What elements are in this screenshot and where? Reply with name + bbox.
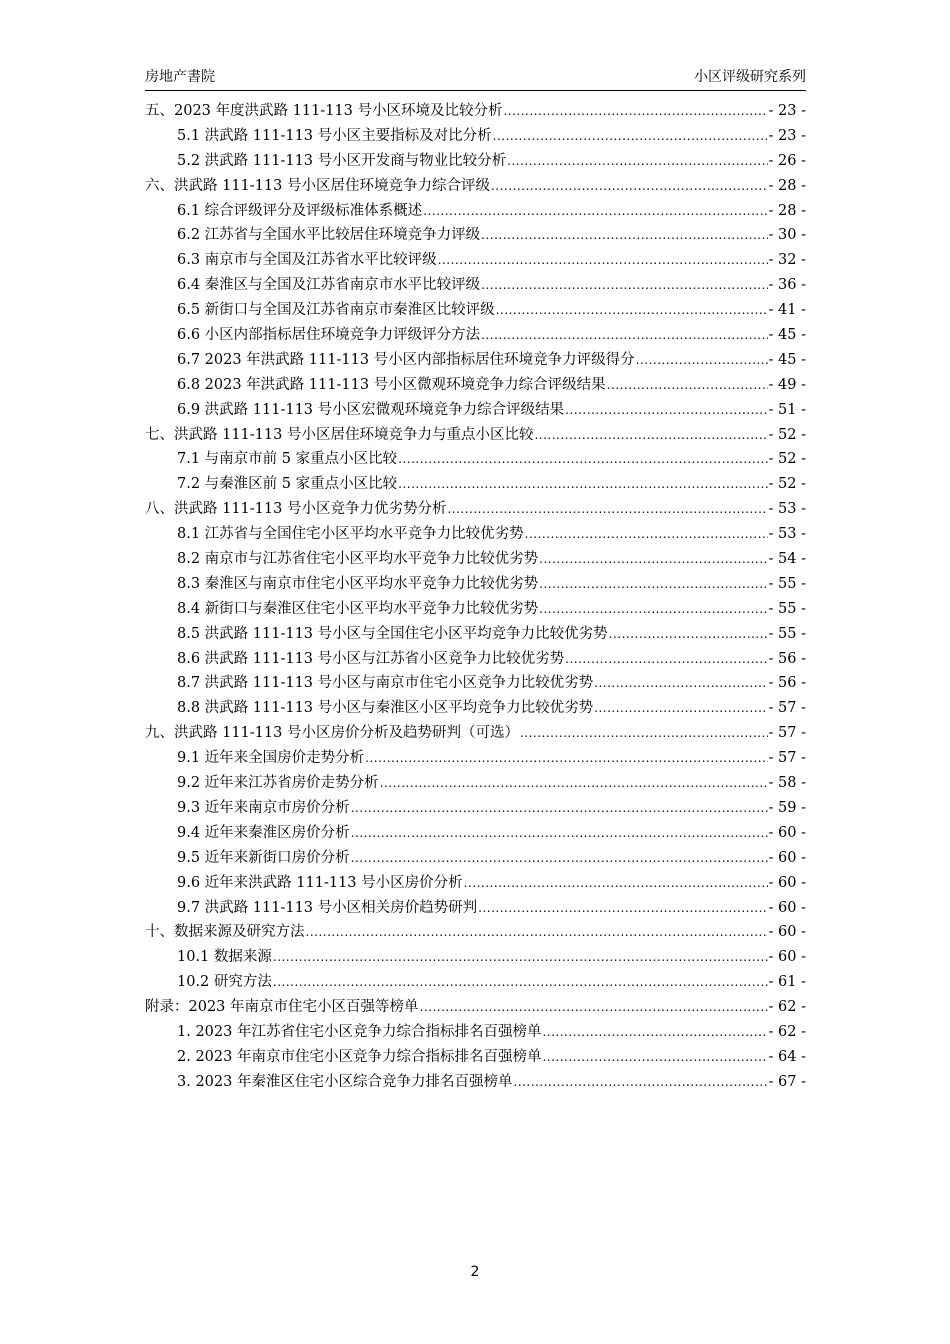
toc-entry-title: 9.2 近年来江苏省房价走势分析 [177, 775, 379, 792]
toc-entry-page: - 26 - [768, 152, 806, 169]
toc-entry-page: - 59 - [768, 799, 806, 816]
toc-entry-title: 六、洪武路 111-113 号小区居住环境竞争力综合评级 [145, 177, 490, 194]
toc-section-entry[interactable] [145, 373, 806, 398]
header-publisher: 房地产書院 [145, 69, 215, 85]
toc-dot-leader [513, 1070, 767, 1095]
toc-entry-title: 十、数据来源及研究方法 [145, 924, 305, 941]
toc-entry-title: 附录：2023 年南京市住宅小区百强等榜单 [145, 999, 419, 1016]
toc-section-entry[interactable] [145, 696, 806, 721]
toc-dot-leader [306, 920, 768, 945]
toc-section-entry[interactable] [145, 273, 806, 298]
toc-entry-page: - 57 - [768, 700, 806, 717]
toc-entry-title: 8.6 洪武路 111-113 号小区与江苏省小区竞争力比较优劣势 [177, 650, 565, 667]
toc-entry-title: 九、洪武路 111-113 号小区房价分析及趋势研判（可选） [145, 725, 519, 742]
toc-section-entry[interactable] [145, 547, 806, 572]
toc-entry-page: - 30 - [768, 227, 806, 244]
toc-dot-leader [491, 174, 768, 199]
toc-section-entry[interactable] [145, 1020, 806, 1045]
toc-section-entry[interactable] [145, 223, 806, 248]
toc-section-entry[interactable] [145, 945, 806, 970]
toc-entry-page: - 32 - [768, 252, 806, 269]
toc-dot-leader [481, 223, 767, 248]
header-series-title: 小区评级研究系列 [694, 69, 806, 85]
toc-entry-page: - 52 - [768, 476, 806, 493]
toc-entry-page: - 55 - [768, 575, 806, 592]
toc-entry-page: - 55 - [768, 625, 806, 642]
toc-entry-page: - 53 - [768, 501, 806, 518]
toc-chapter-entry[interactable] [145, 99, 806, 124]
toc-dot-leader [534, 423, 767, 448]
table-of-contents [145, 99, 806, 1095]
toc-dot-leader [398, 447, 767, 472]
toc-dot-leader [420, 995, 768, 1020]
toc-dot-leader [539, 597, 767, 622]
toc-entry-title: 9.5 近年来新街口房价分析 [177, 849, 350, 866]
toc-entry-title: 6.4 秦淮区与全国及江苏省南京市水平比较评级 [177, 277, 481, 294]
toc-entry-page: - 61 - [768, 974, 806, 991]
toc-entry-page: - 60 - [768, 899, 806, 916]
toc-entry-page: - 23 - [768, 103, 806, 119]
toc-entry-title: 2. 2023 年南京市住宅小区竞争力综合指标排名百强榜单 [177, 1048, 542, 1065]
toc-section-entry[interactable] [145, 298, 806, 323]
toc-entry-page: - 28 - [768, 177, 806, 194]
toc-entry-page: - 51 - [768, 401, 806, 418]
toc-entry-title: 9.7 洪武路 111-113 号小区相关房价趋势研判 [177, 899, 478, 916]
toc-dot-leader [423, 199, 767, 224]
toc-entry-page: - 56 - [768, 650, 806, 667]
toc-dot-leader [503, 99, 767, 124]
toc-entry-title: 10.1 数据来源 [177, 949, 272, 966]
toc-dot-leader [594, 696, 767, 721]
toc-section-entry[interactable] [145, 1070, 806, 1095]
toc-section-entry[interactable] [145, 447, 806, 472]
header-divider [145, 90, 806, 91]
toc-entry-title: 1. 2023 年江苏省住宅小区竞争力综合指标排名百强榜单 [177, 1023, 542, 1040]
toc-section-entry[interactable] [145, 124, 806, 149]
toc-entry-page: - 36 - [768, 277, 806, 294]
toc-entry-title: 8.7 洪武路 111-113 号小区与南京市住宅小区竞争力比较优劣势 [177, 675, 594, 692]
toc-section-entry[interactable] [145, 199, 806, 224]
toc-dot-leader [565, 398, 767, 423]
toc-dot-leader [636, 348, 768, 373]
toc-entry-title: 8.4 新街口与秦淮区住宅小区平均水平竞争力比较优劣势 [177, 600, 539, 617]
toc-dot-leader [464, 871, 768, 896]
toc-entry-title: 8.3 秦淮区与南京市住宅小区平均水平竞争力比较优劣势 [177, 575, 539, 592]
toc-entry-title: 6.5 新街口与全国及江苏省南京市秦淮区比较评级 [177, 302, 495, 319]
toc-entry-page: - 62 - [768, 999, 806, 1016]
toc-entry-title: 6.2 江苏省与全国水平比较居住环境竞争力评级 [177, 227, 481, 244]
toc-entry-page: - 67 - [768, 1073, 806, 1090]
toc-entry-title: 6.6 小区内部指标居住环境竞争力评级评分方法 [177, 327, 481, 344]
toc-dot-leader [481, 273, 767, 298]
toc-entry-title: 8.1 江苏省与全国住宅小区平均水平竞争力比较优劣势 [177, 526, 524, 543]
toc-chapter-entry[interactable] [145, 920, 806, 945]
toc-dot-leader [525, 522, 768, 547]
toc-section-entry[interactable] [145, 622, 806, 647]
toc-dot-leader [380, 771, 768, 796]
toc-dot-leader [365, 746, 767, 771]
toc-entry-page: - 54 - [768, 551, 806, 568]
toc-dot-leader [493, 124, 768, 149]
toc-entry-page: - 23 - [768, 127, 806, 144]
toc-entry-page: - 45 - [768, 351, 806, 368]
toc-chapter-entry[interactable] [145, 995, 806, 1020]
toc-section-entry[interactable] [145, 871, 806, 896]
toc-entry-page: - 52 - [768, 451, 806, 468]
toc-section-entry[interactable] [145, 348, 806, 373]
toc-section-entry[interactable] [145, 671, 806, 696]
toc-entry-title: 9.4 近年来秦淮区房价分析 [177, 824, 350, 841]
toc-entry-page: - 45 - [768, 327, 806, 344]
toc-section-entry[interactable] [145, 821, 806, 846]
toc-entry-page: - 60 - [768, 949, 806, 966]
toc-dot-leader [542, 1020, 767, 1045]
toc-section-entry[interactable] [145, 746, 806, 771]
toc-section-entry[interactable] [145, 149, 806, 174]
toc-entry-title: 5.2 洪武路 111-113 号小区开发商与物业比较分析 [177, 152, 507, 169]
toc-entry-title: 9.3 近年来南京市房价分析 [177, 799, 350, 816]
toc-dot-leader [539, 547, 767, 572]
toc-entry-page: - 55 - [768, 600, 806, 617]
toc-dot-leader [542, 1045, 767, 1070]
toc-entry-title: 5.1 洪武路 111-113 号小区主要指标及对比分析 [177, 127, 492, 144]
toc-entry-page: - 60 - [768, 874, 806, 891]
toc-entry-title: 6.7 2023 年洪武路 111-113 号小区内部指标居住环境竞争力评级得分 [177, 351, 635, 368]
toc-entry-title: 7.1 与南京市前 5 家重点小区比较 [177, 451, 398, 468]
toc-entry-title: 五、2023 年度洪武路 111-113 号小区环境及比较分析 [145, 103, 503, 119]
toc-entry-page: - 28 - [768, 202, 806, 219]
toc-entry-page: - 58 - [768, 775, 806, 792]
toc-entry-title: 9.1 近年来全国房价走势分析 [177, 750, 365, 767]
toc-entry-page: - 41 - [768, 302, 806, 319]
toc-entry-page: - 52 - [768, 426, 806, 443]
toc-entry-title: 八、洪武路 111-113 号小区竞争力优劣势分析 [145, 501, 447, 518]
toc-dot-leader [520, 721, 768, 746]
toc-dot-leader [609, 622, 768, 647]
toc-section-entry[interactable] [145, 896, 806, 921]
toc-entry-page: - 57 - [768, 725, 806, 742]
toc-dot-leader [496, 298, 768, 323]
toc-entry-page: - 56 - [768, 675, 806, 692]
toc-entry-title: 9.6 近年来洪武路 111-113 号小区房价分析 [177, 874, 463, 891]
toc-section-entry[interactable] [145, 597, 806, 622]
toc-entry-page: - 49 - [768, 376, 806, 393]
toc-chapter-entry[interactable] [145, 174, 806, 199]
toc-section-entry[interactable] [145, 398, 806, 423]
toc-entry-title: 10.2 研究方法 [177, 974, 272, 991]
toc-entry-title: 8.2 南京市与江苏省住宅小区平均水平竞争力比较优劣势 [177, 551, 539, 568]
toc-chapter-entry[interactable] [145, 497, 806, 522]
toc-entry-title: 8.8 洪武路 111-113 号小区与秦淮区小区平均竞争力比较优劣势 [177, 700, 594, 717]
toc-entry-page: - 60 - [768, 824, 806, 841]
toc-dot-leader [438, 248, 768, 273]
toc-section-entry[interactable] [145, 970, 806, 995]
toc-chapter-entry[interactable] [145, 721, 806, 746]
toc-section-entry[interactable] [145, 796, 806, 821]
toc-dot-leader [273, 970, 768, 995]
page-header [145, 66, 806, 86]
toc-dot-leader [478, 896, 767, 921]
toc-dot-leader [594, 671, 767, 696]
toc-chapter-entry[interactable] [145, 423, 806, 448]
page-number: 2 [470, 1264, 480, 1280]
toc-entry-title: 6.9 洪武路 111-113 号小区宏微观环境竞争力综合评级结果 [177, 401, 565, 418]
toc-section-entry[interactable] [145, 472, 806, 497]
toc-entry-title: 3. 2023 年秦淮区住宅小区综合竞争力排名百强榜单 [177, 1073, 513, 1090]
toc-entry-page: - 53 - [768, 526, 806, 543]
toc-dot-leader [273, 945, 768, 970]
toc-section-entry[interactable] [145, 1045, 806, 1070]
toc-section-entry[interactable] [145, 323, 806, 348]
toc-dot-leader [447, 497, 767, 522]
toc-section-entry[interactable] [145, 846, 806, 871]
toc-dot-leader [565, 647, 767, 672]
toc-entry-page: - 60 - [768, 849, 806, 866]
toc-entry-title: 8.5 洪武路 111-113 号小区与全国住宅小区平均竞争力比较优劣势 [177, 625, 608, 642]
toc-dot-leader [539, 572, 767, 597]
toc-entry-page: - 57 - [768, 750, 806, 767]
toc-section-entry[interactable] [145, 248, 806, 273]
toc-dot-leader [351, 846, 768, 871]
toc-dot-leader [351, 796, 768, 821]
toc-dot-leader [507, 149, 767, 174]
toc-entry-page: - 62 - [768, 1023, 806, 1040]
toc-entry-title: 七、洪武路 111-113 号小区居住环境竞争力与重点小区比较 [145, 426, 534, 443]
toc-entry-title: 7.2 与秦淮区前 5 家重点小区比较 [177, 476, 398, 493]
toc-dot-leader [398, 472, 767, 497]
toc-entry-title: 6.1 综合评级评分及评级标准体系概述 [177, 202, 423, 219]
toc-dot-leader [351, 821, 768, 846]
toc-dot-leader [607, 373, 768, 398]
toc-section-entry[interactable] [145, 522, 806, 547]
toc-entry-page: - 64 - [768, 1048, 806, 1065]
toc-entry-page: - 60 - [768, 924, 806, 941]
toc-entry-title: 6.8 2023 年洪武路 111-113 号小区微观环境竞争力综合评级结果 [177, 376, 606, 393]
toc-section-entry[interactable] [145, 647, 806, 672]
toc-section-entry[interactable] [145, 771, 806, 796]
toc-entry-title: 6.3 南京市与全国及江苏省水平比较评级 [177, 252, 437, 269]
toc-section-entry[interactable] [145, 572, 806, 597]
toc-dot-leader [481, 323, 767, 348]
